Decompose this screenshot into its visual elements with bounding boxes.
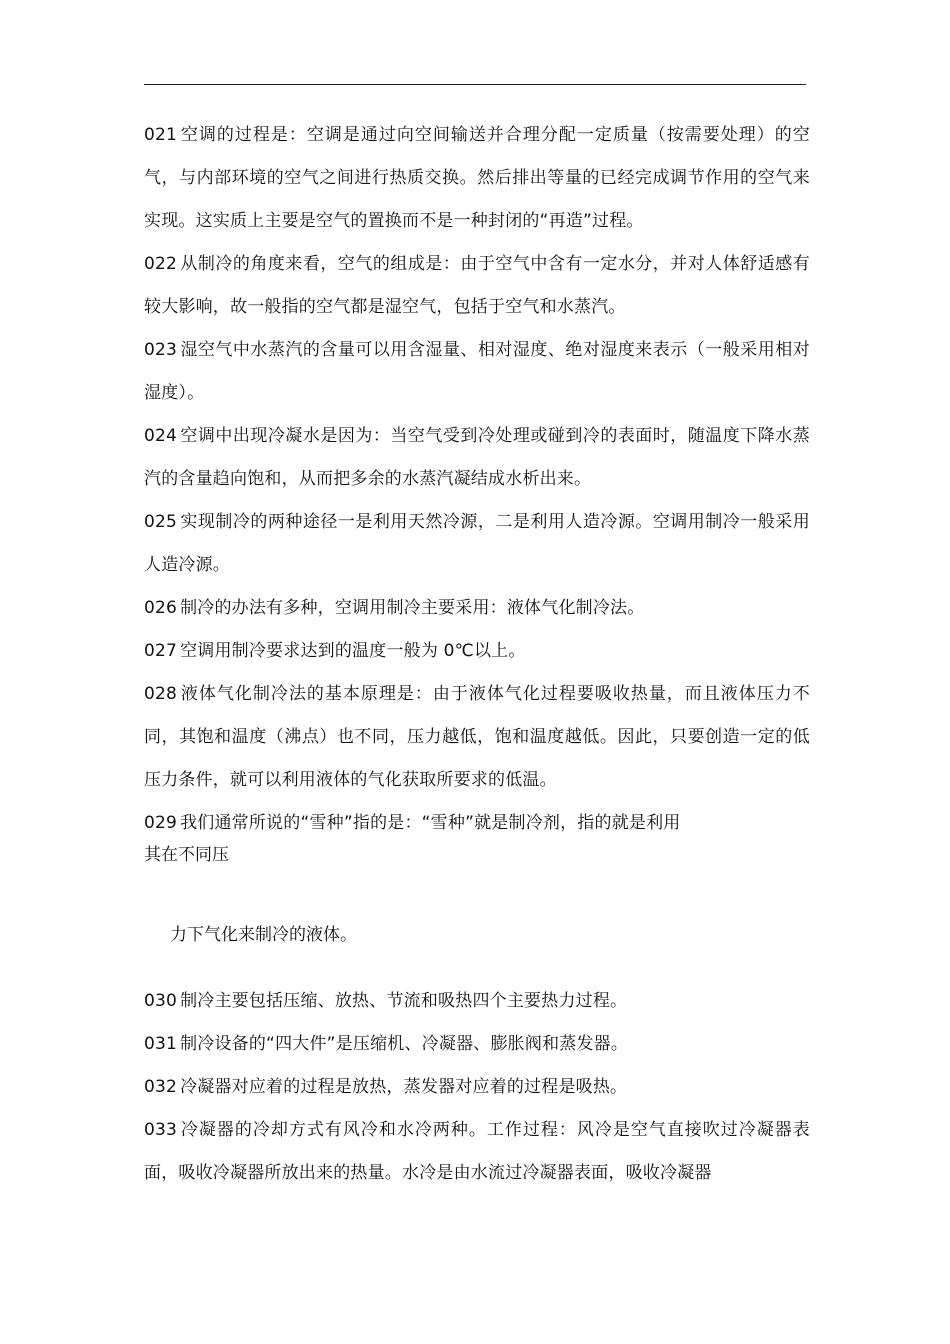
item-024: 024 空调中出现冷凝水是因为：当空气受到冷处理或碰到冷的表面时，随温度下降水蒸汽的含量趋向饱和，从而把多余的水蒸汽凝结成水析出来。 — [144, 426, 810, 489]
document-body — [144, 114, 810, 1195]
item-029: 029 我们通常所说的“雪种”指的是：“雪种”就是制冷剂，指的就是利用 — [144, 813, 681, 833]
item-031: 031 制冷设备的“四大件”是压缩机、冷凝器、膨胀阀和蒸发器。 — [144, 1034, 629, 1054]
header-rule — [144, 84, 806, 85]
item-022: 022 从制冷的角度来看，空气的组成是：由于空气中含有一定水分，并对人体舒适感有较大影响，故一般指的空气都是湿空气，包括于空气和水蒸汽。 — [144, 254, 810, 317]
item-030: 030 制冷主要包括压缩、放热、节流和吸热四个主要热力过程。 — [144, 991, 628, 1011]
item-029-break: 其在不同压 — [144, 845, 229, 865]
item-028: 028 液体气化制冷法的基本原理是：由于液体气化过程要吸收热量，而且液体压力不同，其饱和温度（沸点）也不同，压力越低，饱和温度越低。因此，只要创造一定的低压力条件，就可以利用液体的气化获取所要求的低温。 — [144, 684, 810, 790]
item-033: 033 冷凝器的冷却方式有风冷和水冷两种。工作过程：风冷是空气直接吹过冷凝器表面，吸收冷凝器所放出来的热量。水冷是由水流过冷凝器表面，吸收冷凝器 — [144, 1120, 810, 1183]
item-025: 025 实现制冷的两种途径一是利用天然冷源，二是利用人造冷源。空调用制冷一般采用人造冷源。 — [144, 512, 810, 575]
item-023: 023 湿空气中水蒸汽的含量可以用含湿量、相对湿度、绝对湿度来表示（一般采用相对湿度）。 — [144, 340, 810, 403]
item-021: 021 空调的过程是：空调是通过向空间输送并合理分配一定质量（按需要处理）的空气，与内部环境的空气之间进行热质交换。然后排出等量的已经完成调节作用的空气来实现。这实质上主要是空气的置换而不是一种封闭的“再造”过程。 — [144, 125, 810, 231]
item-029-tail: 力下气化来制冷的液体。 — [170, 925, 357, 945]
item-026: 026 制冷的办法有多种，空调用制冷主要采用：液体气化制冷法。 — [144, 598, 645, 618]
item-027: 027 空调用制冷要求达到的温度一般为 0℃以上。 — [144, 641, 526, 661]
item-032: 032 冷凝器对应着的过程是放热，蒸发器对应着的过程是吸热。 — [144, 1077, 628, 1097]
